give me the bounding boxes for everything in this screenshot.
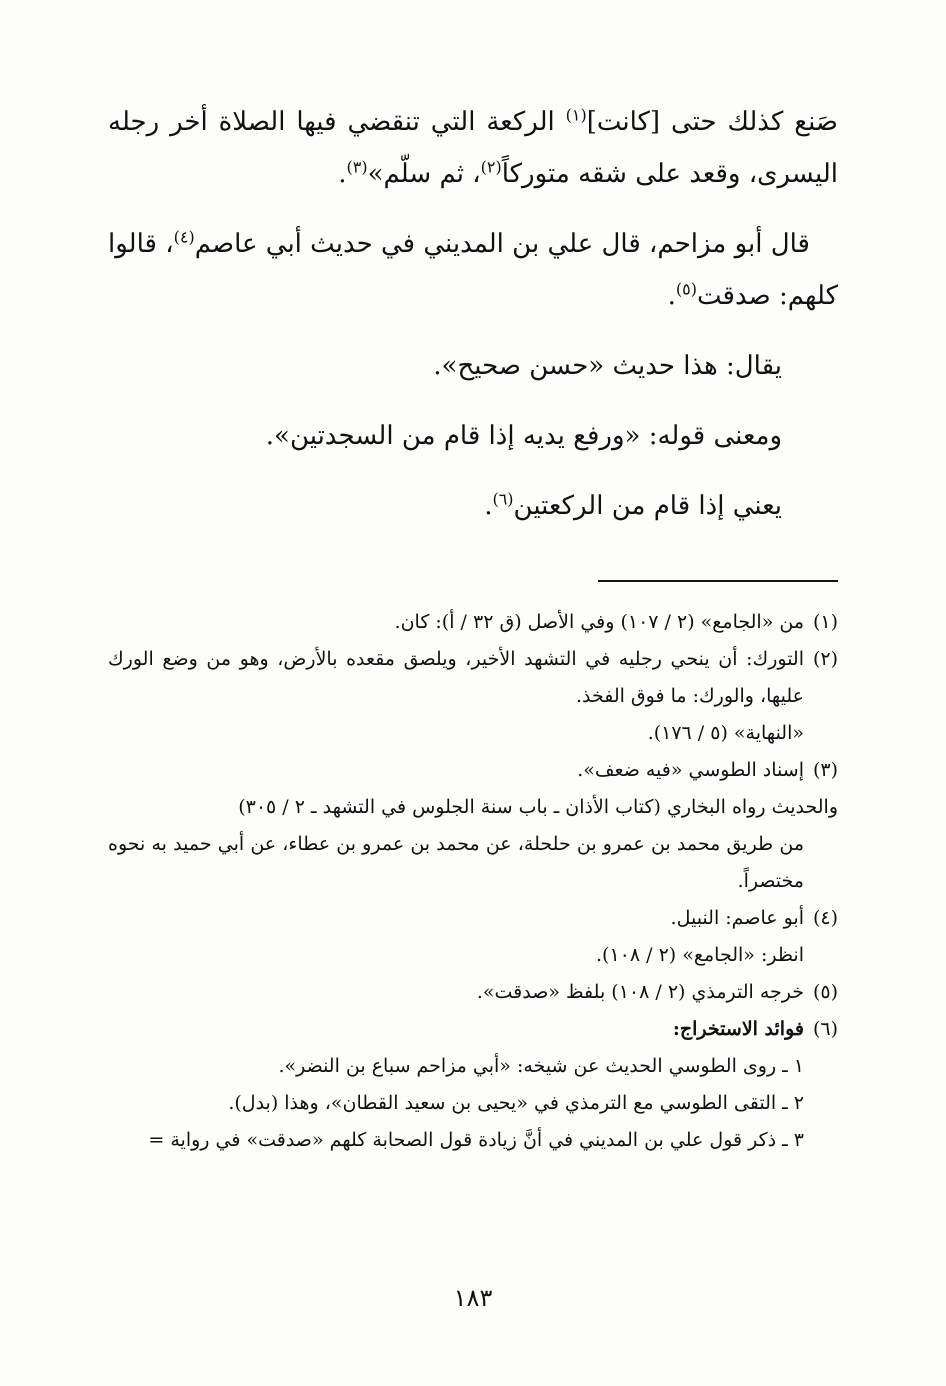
footnote-marker[interactable]: (١) — [565, 105, 587, 125]
footnote-1 — [108, 604, 838, 641]
footnote-number: (٥) — [812, 981, 838, 1003]
page-number: ١٨٣ — [453, 1284, 493, 1312]
footnote-text: التورك: أن ينحي رجليه في التشهد الأخير، ويلصق مقعده بالأرض، وهو من وضع الورك عليها، والورك: ما فوق الفخذ. — [108, 648, 804, 707]
text-segment: الركعة التي تنقضي فيها الصلاة أخر رجله اليسرى، وقعد على شقه متوركاً — [108, 107, 838, 189]
footnote-text: أبو عاصم: النبيل. — [670, 907, 804, 929]
footnote-continuation: والحديث رواه البخاري (كتاب الأذان ـ باب سنة الجلوس في التشهد ـ ٢ / ٣٠٥) — [238, 796, 838, 818]
footnote-reference: «النهاية» (٥ / ١٧٦). — [647, 722, 804, 744]
text-segment: قال أبو مزاحم، قال علي بن المديني في حديث أبي عاصم — [194, 229, 810, 259]
footnote-marker[interactable]: (٥) — [675, 279, 698, 299]
footnote-6 — [108, 1011, 838, 1048]
text-segment: . — [338, 159, 347, 189]
paragraph-5 — [108, 480, 838, 532]
footnote-number: (١) — [812, 611, 838, 633]
footnote-list-item: ٢ ـ التقى الطوسي مع الترمذي في «يحيى بن سعيد القطان»، وهذا (بدل). — [228, 1092, 804, 1114]
text-segment: صَنع كذلك حتى [كانت] — [586, 107, 838, 137]
text-segment: ، ثم سلّم» — [367, 159, 481, 189]
text-segment: يعني إذا قام من الركعتين — [513, 491, 782, 521]
footnote-list-item: ١ ـ روى الطوسي الحديث عن شيخه: «أبي مزاحم سباع بن النضر». — [278, 1055, 804, 1077]
paragraph-3 — [108, 340, 838, 392]
footnote-2 — [108, 641, 838, 715]
text-segment: . — [667, 281, 676, 311]
footnote-list-item: ٣ ـ ذكر قول علي بن المديني في أنَّ زيادة قول الصحابة كلهم «صدقت» في رواية = — [148, 1129, 804, 1151]
footnote-continuation: من طريق محمد بن عمرو بن حلحلة، عن محمد بن عمرو بن عطاء، عن أبي حميد به نحوه مختصراً. — [108, 833, 804, 892]
footnote-number: (٦) — [812, 1018, 838, 1040]
text-segment: يقال: هذا حديث «حسن صحيح». — [433, 351, 782, 381]
footnote-separator — [598, 580, 838, 582]
footnote-number: (٣) — [812, 759, 838, 781]
footnote-marker[interactable]: (٦) — [492, 489, 514, 509]
main-text — [108, 96, 838, 550]
footnote-reference: انظر: «الجامع» (٢ / ١٠٨). — [596, 944, 804, 966]
footnotes — [108, 604, 838, 1159]
paragraph-2 — [108, 218, 838, 322]
footnote-text: من «الجامع» (٢ / ١٠٧) وفي الأصل (ق ٣٢ / أ): كان. — [394, 611, 804, 633]
footnote-4 — [108, 900, 838, 937]
footnote-3 — [108, 752, 838, 789]
footnote-marker[interactable]: (٤) — [173, 227, 195, 247]
text-segment: . — [484, 491, 493, 521]
footnote-marker[interactable]: (٢) — [480, 157, 502, 177]
footnote-marker[interactable]: (٣) — [346, 157, 368, 177]
footnote-heading: فوائد الاستخراج: — [672, 1018, 804, 1040]
footnote-5 — [108, 974, 838, 1011]
footnote-text: إسناد الطوسي «فيه ضعف». — [577, 759, 804, 781]
footnote-number: (٤) — [812, 907, 838, 929]
footnote-number: (٢) — [812, 648, 838, 670]
text-segment: ، قالوا كلهم: صدقت — [108, 229, 838, 311]
paragraph-4 — [108, 410, 838, 462]
text-segment: ومعنى قوله: «ورفع يديه إذا قام من السجدتين». — [265, 421, 782, 451]
paragraph-1 — [108, 96, 838, 200]
footnote-text: خرجه الترمذي (٢ / ١٠٨) بلفظ «صدقت». — [476, 981, 804, 1003]
